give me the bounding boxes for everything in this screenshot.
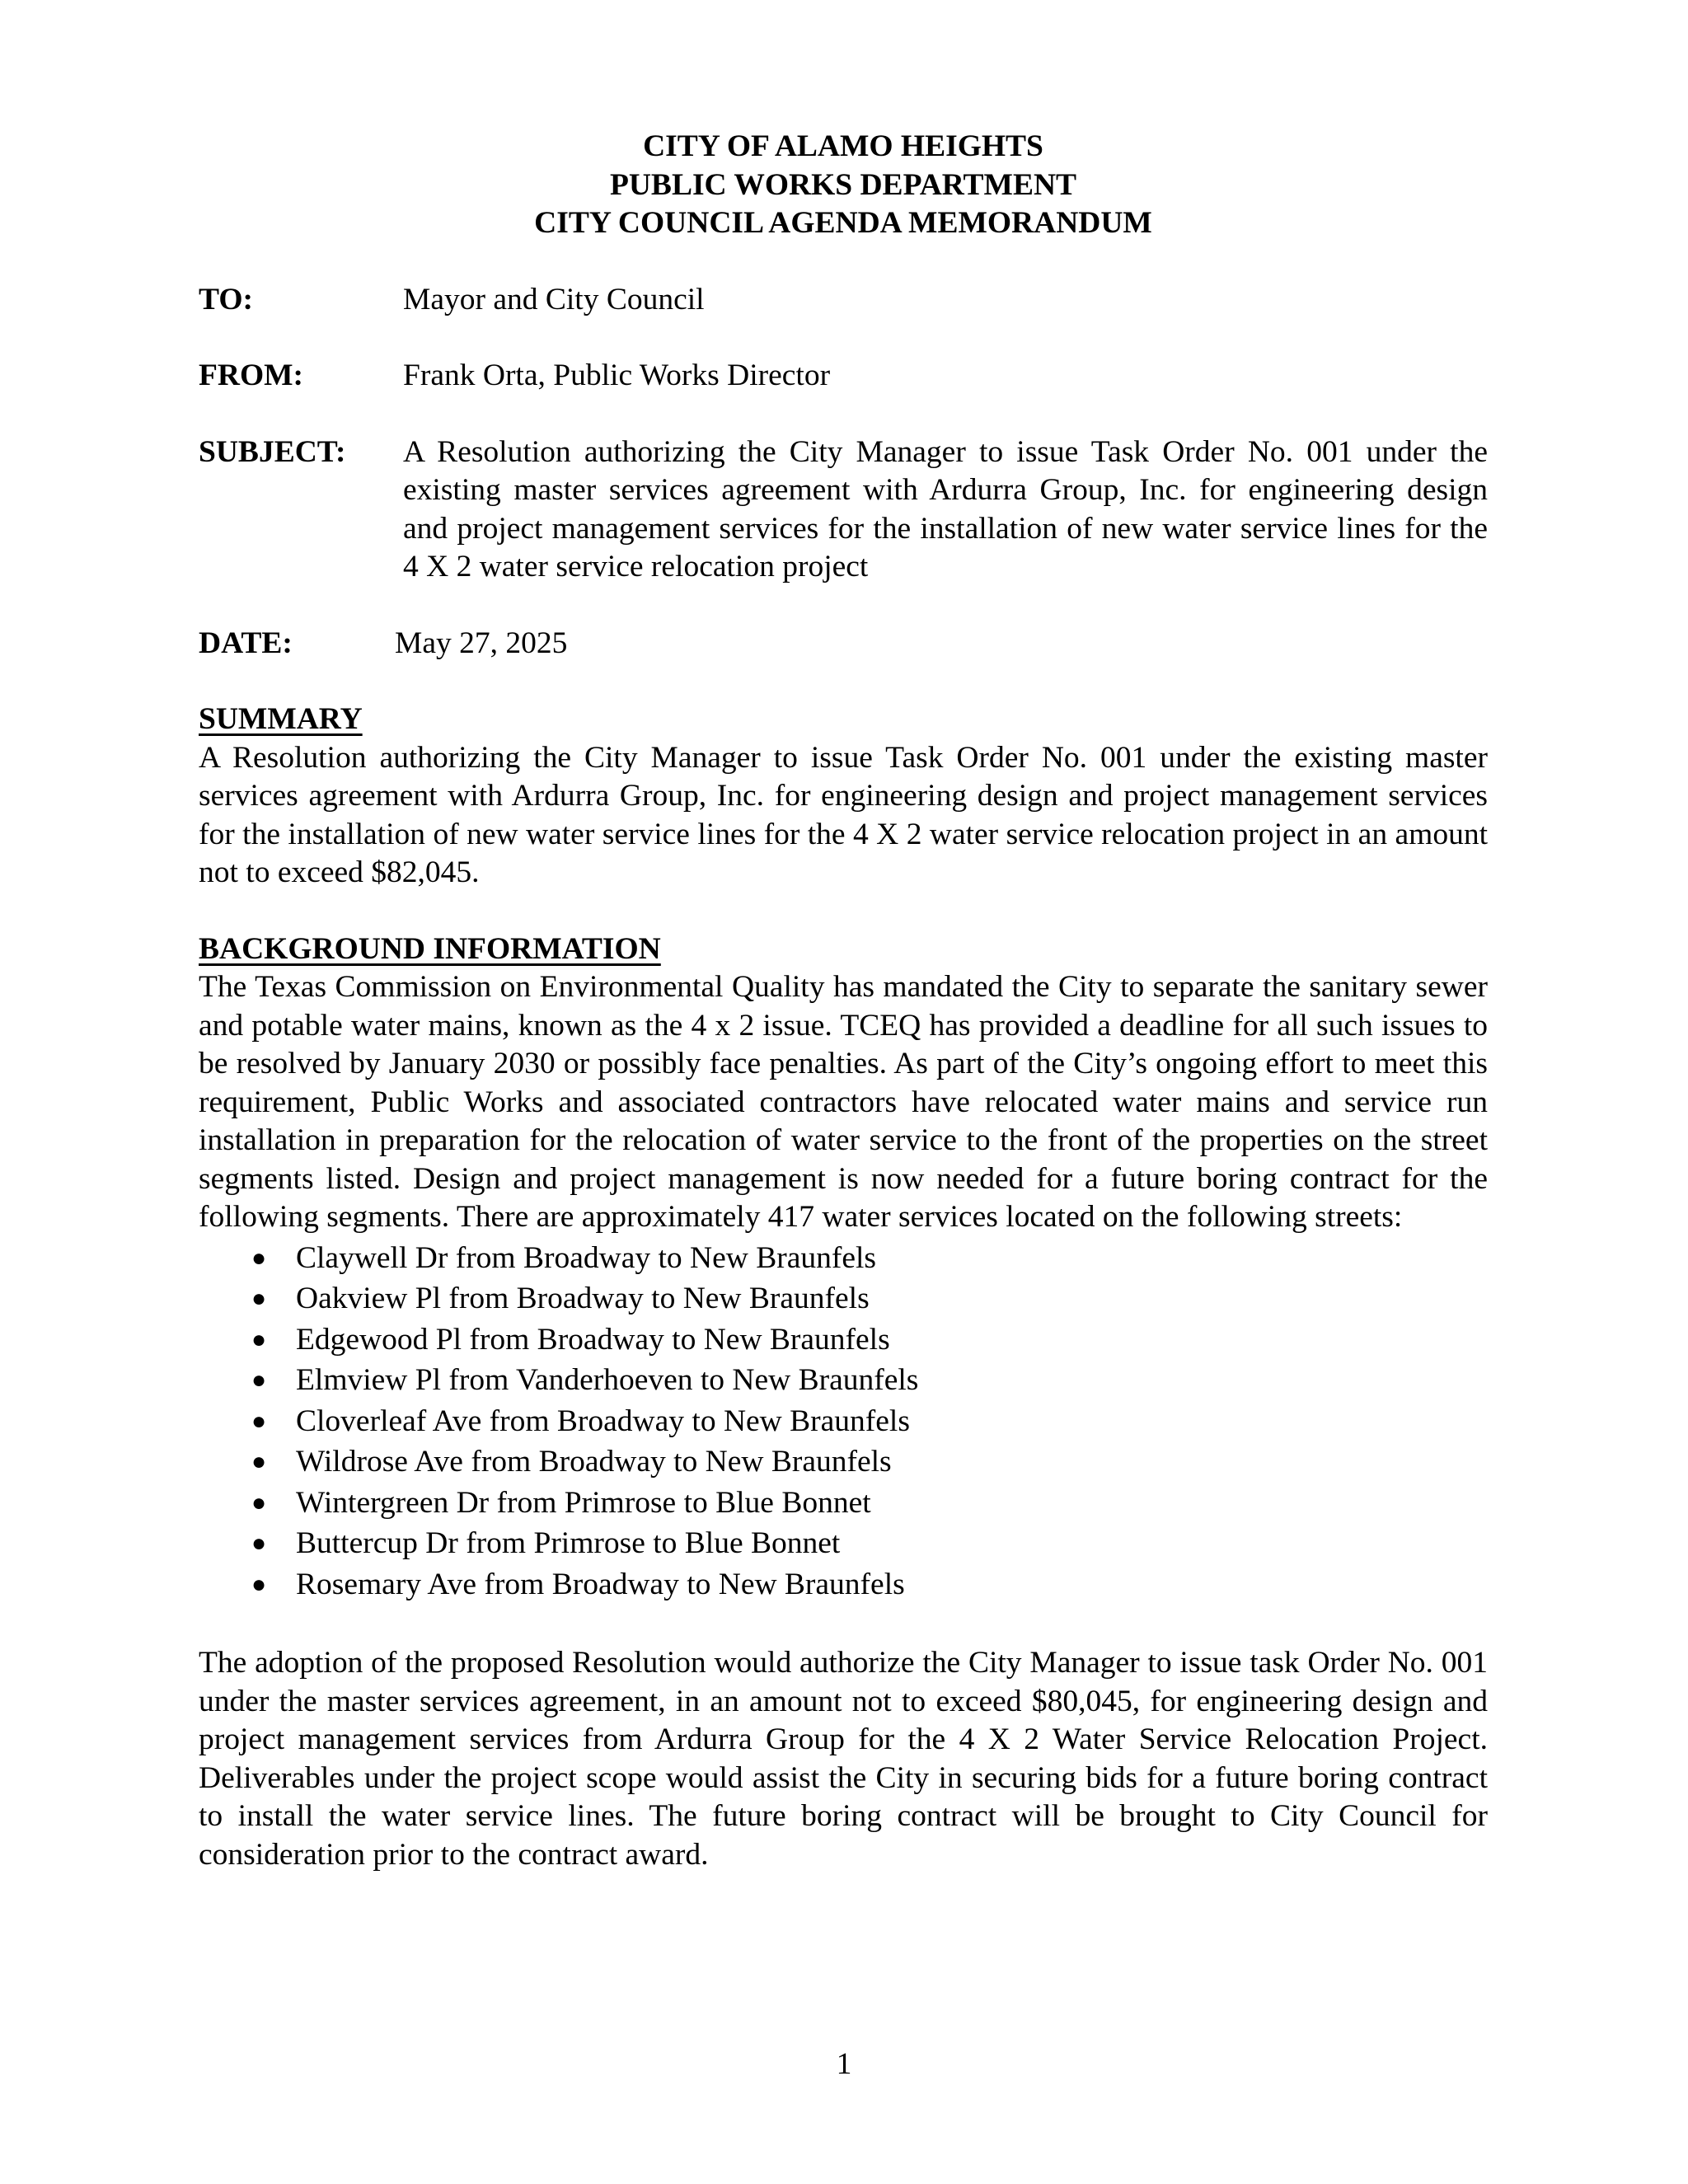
memo-header xyxy=(199,128,1488,243)
bullet-icon: ● xyxy=(251,1285,267,1312)
header-city-name: CITY OF ALAMO HEIGHTS xyxy=(643,129,1043,163)
bullet-icon: ● xyxy=(251,1325,267,1353)
list-item xyxy=(199,1566,1488,1605)
date-field xyxy=(199,625,1488,663)
header-memo-title: CITY COUNCIL AGENDA MEMORANDUM xyxy=(534,206,1152,240)
list-item xyxy=(199,1525,1488,1563)
street-segment: Wintergreen Dr from Primrose to Blue Bonnet xyxy=(296,1485,871,1520)
bullet-icon: ● xyxy=(251,1448,267,1475)
list-item xyxy=(199,1484,1488,1523)
list-item xyxy=(199,1403,1488,1441)
memo-content xyxy=(199,128,1488,1874)
street-list xyxy=(199,1240,1488,1605)
list-item xyxy=(199,1280,1488,1319)
list-item xyxy=(199,1321,1488,1360)
subject-value: A Resolution authorizing the City Manager to issue Task Order No. 001 under the existing master services agreement with Ardurra Group, Inc. for engineering design and project management services for the installation of new water service lines for the 4 X 2 water service relocation project xyxy=(403,434,1488,583)
list-item xyxy=(199,1240,1488,1278)
street-segment: Edgewood Pl from Broadway to New Braunfels xyxy=(296,1322,890,1357)
bullet-icon: ● xyxy=(251,1530,267,1557)
bullet-icon: ● xyxy=(251,1407,267,1435)
bullet-icon: ● xyxy=(251,1366,267,1394)
street-segment: Rosemary Ave from Broadway to New Braunfels xyxy=(296,1567,905,1601)
list-item xyxy=(199,1361,1488,1400)
summary-text: A Resolution authorizing the City Manager to issue Task Order No. 001 under the existing master services agreement with Ardurra Group, Inc. for engineering design and project management services for the installation of new water service lines for the 4 X 2 water service relocation project in an amount not to exceed $82,045. xyxy=(199,740,1488,889)
street-segment: Cloverleaf Ave from Broadway to New Braunfels xyxy=(296,1404,910,1438)
page-number: 1 xyxy=(836,2047,852,2081)
street-segment: Claywell Dr from Broadway to New Braunfels xyxy=(296,1240,876,1275)
from-field xyxy=(199,357,1488,396)
header-department: PUBLIC WORKS DEPARTMENT xyxy=(609,167,1077,202)
background-intro: The Texas Commission on Environmental Quality has mandated the City to separate the sanitary sewer and potable water mains, known as the 4 x 2 issue. TCEQ has provided a deadline for all such issues to be resolved by January 2030 or possibly face penalties. As part of the City’s ongoing effort to meet this requirement, Public Works and associated contractors have relocated water mains and service run installation in preparation for the relocation of water service to the front of the properties on the street segments listed. Design and project management is now needed for a future boring contract for the following segments. There are approximately 417 water services located on the following streets: xyxy=(199,970,1488,1234)
summary-heading: SUMMARY xyxy=(199,702,363,736)
background-section xyxy=(199,930,1488,1875)
summary-section xyxy=(199,701,1488,893)
subject-label: SUBJECT: xyxy=(199,434,346,469)
bullet-icon: ● xyxy=(251,1244,267,1272)
subject-field xyxy=(199,434,1488,587)
to-value: Mayor and City Council xyxy=(403,282,705,316)
from-label: FROM: xyxy=(199,359,304,392)
to-label: TO: xyxy=(199,282,253,316)
street-segment: Oakview Pl from Broadway to New Braunfels xyxy=(296,1282,870,1315)
from-value: Frank Orta, Public Works Director xyxy=(403,359,831,392)
street-segment: Elmview Pl from Vanderhoeven to New Braunfels xyxy=(296,1363,919,1397)
street-segment: Wildrose Ave from Broadway to New Braunfels xyxy=(296,1445,892,1479)
bullet-icon: ● xyxy=(251,1488,267,1516)
to-field xyxy=(199,281,1488,320)
background-heading: BACKGROUND INFORMATION xyxy=(199,931,661,966)
background-closing: The adoption of the proposed Resolution would authorize the City Manager to issue task Order No. 001 under the master services agreement, in an amount not to exceed $80,045, for engineering design and project management services from Ardurra Group for the 4 X 2 Water Service Relocation Project. Deliverables under the project scope would assist the City in securing bids for a future boring contract to install the water service lines. The future boring contract will be brought to City Council for consideration prior to the contract award. xyxy=(199,1646,1488,1872)
list-item xyxy=(199,1443,1488,1482)
bullet-icon: ● xyxy=(251,1570,267,1598)
street-segment: Buttercup Dr from Primrose to Blue Bonnet xyxy=(296,1526,841,1560)
date-value: May 27, 2025 xyxy=(395,626,568,660)
date-label: DATE: xyxy=(199,626,293,660)
